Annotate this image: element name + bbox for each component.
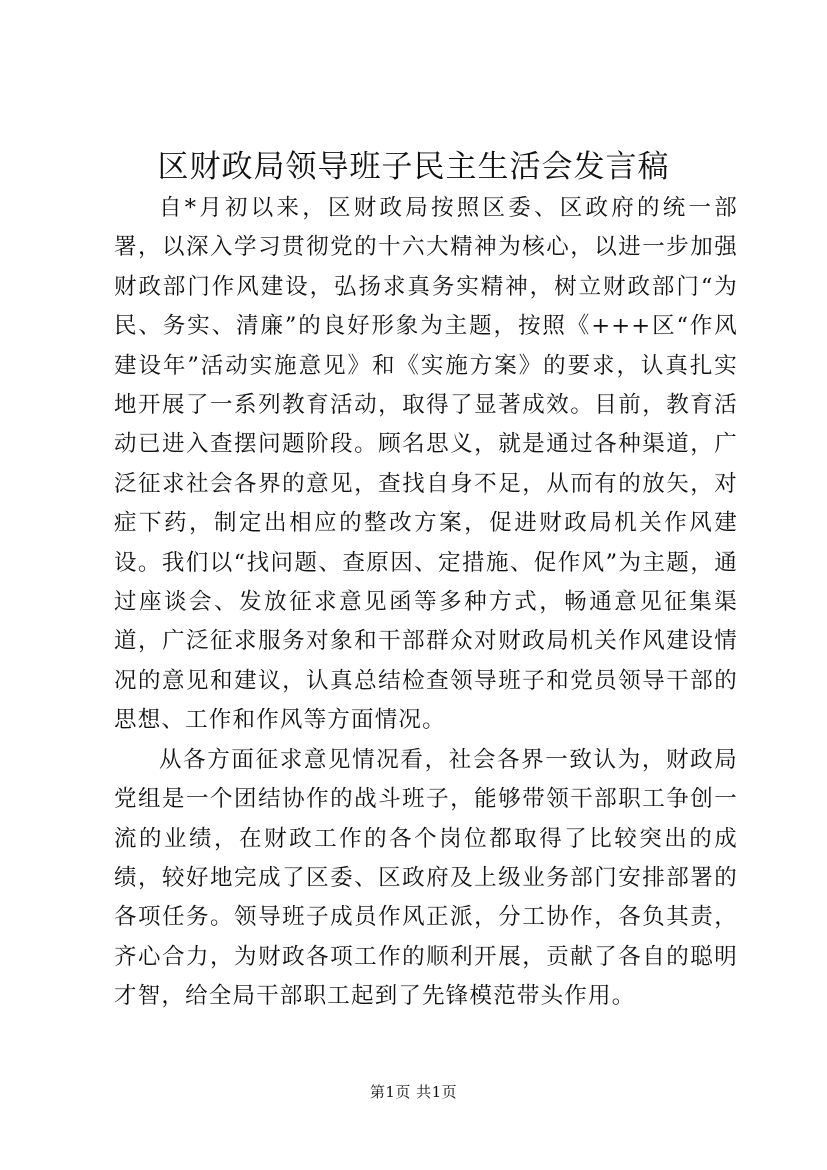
paragraph-1: 自*月初以来，区财政局按照区委、区政府的统一部署，以深入学习贯彻党的十六大精神为核心，以进一步加强财政部门作风建设，弘扬求真务实精神，树立财政部门“为民、务实、清廉”的良好形象为主题，按照《+++区“作风建设年”活动实施意见》和《实施方案》的要求，认真扎实地开展了一系列教育活动，取得了显著成效。目前，教育活动已进入查摆问题阶段。顾名思义，就是通过各种渠道，广泛征求社会各界的意见，查找自身不足，从而有的放矢，对症下药，制定出相应的整改方案，促进财政局机关作风建设。我们以“找问题、查原因、定措施、促作风”为主题，通过座谈会、发放征求意见函等多种方式，畅通意见征集渠道，广泛征求服务对象和干部群众对财政局机关作风建设情况的意见和建议，认真总结检查领导班子和党员领导干部的思想、工作和作风等方面情况。 xyxy=(114,195,738,734)
document-title: 区财政局领导班子民主生活会发言稿 xyxy=(157,149,670,185)
page-footer: 第1页 共1页 xyxy=(369,1083,458,1101)
paragraph-2: 从各方面征求意见情况看，社会各界一致认为，财政局党组是一个团结协作的战斗班子，能够带领干部职工争创一流的业绩，在财政工作的各个岗位都取得了比较突出的成绩，较好地完成了区委、区政府及上级业务部门安排部署的各项任务。领导班子成员作风正派，分工协作，各负其责，齐心合力，为财政各项工作的顺利开展，贡献了各自的聪明才智，给全局干部职工起到了先锋模范带头作用。 xyxy=(114,746,738,1010)
document-body xyxy=(114,189,738,1017)
